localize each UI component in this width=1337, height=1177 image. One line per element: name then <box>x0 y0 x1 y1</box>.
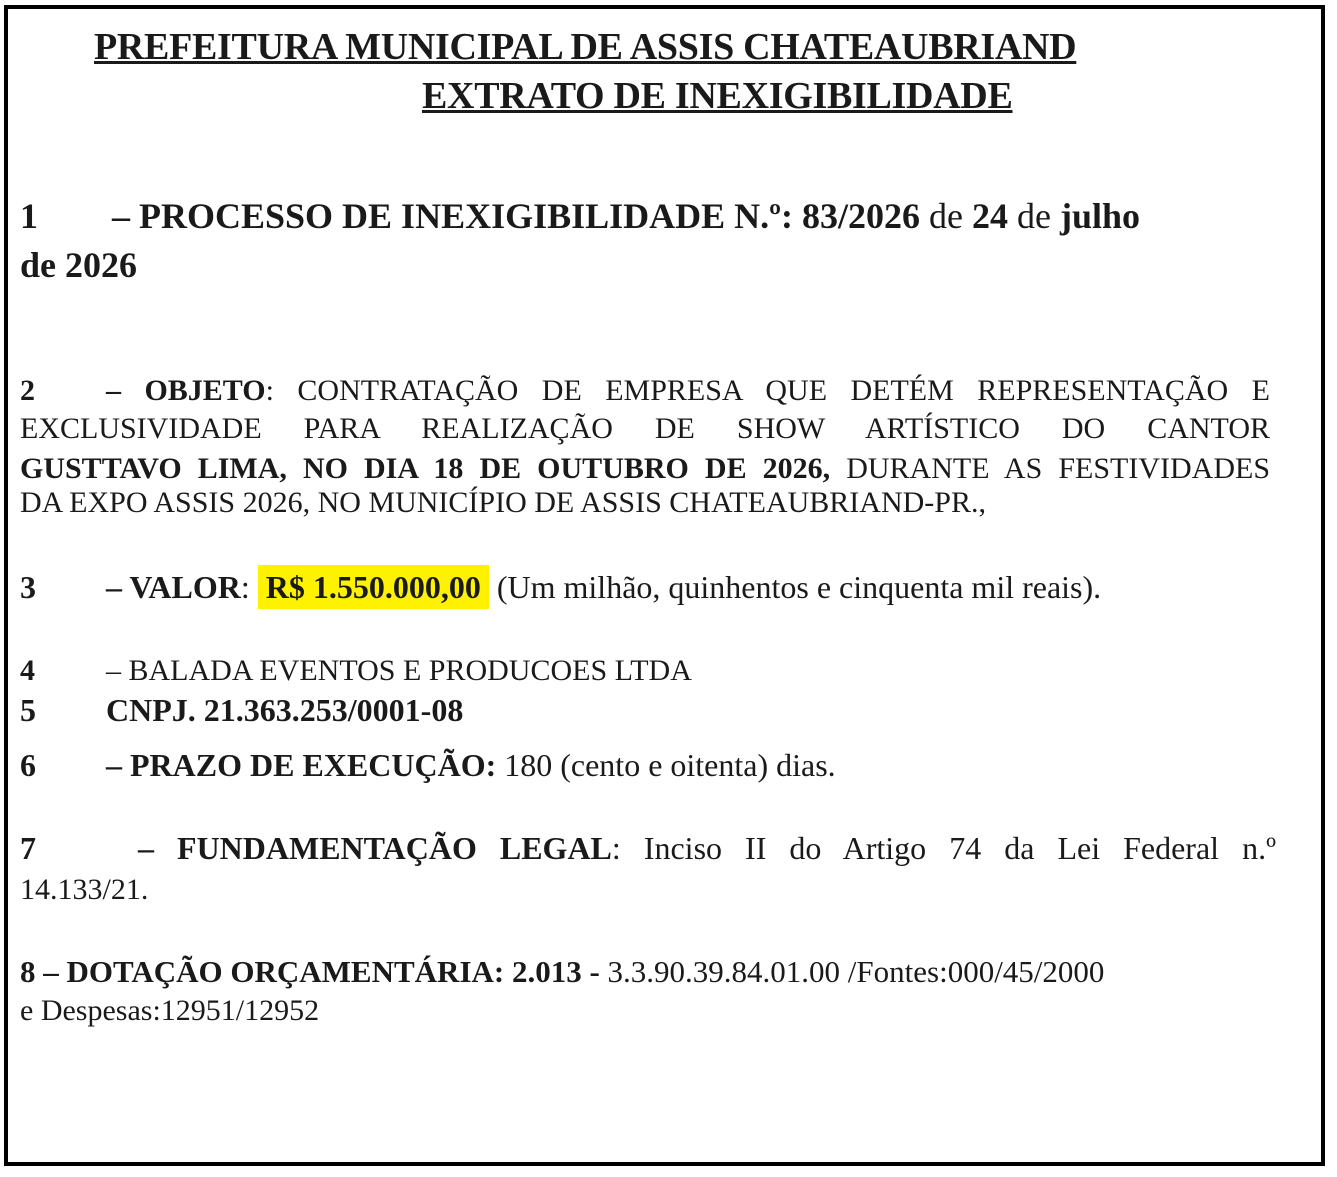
item-1-label: – PROCESSO DE INEXIGIBILIDADE N.º: 83/2026 <box>112 196 921 236</box>
item-2-number: 2 <box>20 374 35 407</box>
item-3-amount: R$ 1.550.000,00 <box>258 565 489 609</box>
item-6-line <box>20 749 836 781</box>
item-8-label: 8 – DOTAÇÃO ORÇAMENTÁRIA: 2.013 - <box>20 954 600 989</box>
item-6-number: 6 <box>20 747 36 783</box>
item-1-de-2: de <box>1008 196 1060 236</box>
item-7-line-2: 14.133/21. <box>20 873 149 906</box>
item-7-line-1 <box>20 829 1276 867</box>
item-7-text: : Inciso II do Artigo 74 da Lei Federal n.º <box>611 830 1277 866</box>
item-6-label: – PRAZO DE EXECUÇÃO: <box>106 747 497 783</box>
page-title: PREFEITURA MUNICIPAL DE ASSIS CHATEAUBRIAND <box>94 26 1077 68</box>
item-7-label: – FUNDAMENTAÇÃO LEGAL <box>138 830 612 866</box>
item-2-line-4: DA EXPO ASSIS 2026, NO MUNICÍPIO DE ASSIS CHATEAUBRIAND-PR., <box>20 486 986 519</box>
item-3-number: 3 <box>20 569 36 605</box>
item-2-artist: GUSTTAVO LIMA, NO DIA 18 DE OUTUBRO DE 2026, <box>20 452 831 485</box>
item-8-line-1 <box>20 956 1104 987</box>
item-2-text-1: : CONTRATAÇÃO DE EMPRESA QUE DETÉM REPRESENTAÇÃO E <box>265 374 1270 407</box>
item-6-text: 180 (cento e oitenta) dias. <box>496 747 836 783</box>
item-5-number: 5 <box>20 692 36 728</box>
item-5-cnpj: CNPJ. 21.363.253/0001-08 <box>106 692 464 728</box>
item-8-line-2: e Despesas:12951/12952 <box>20 994 320 1027</box>
item-2-line-2: EXCLUSIVIDADE PARA REALIZAÇÃO DE SHOW ARTÍSTICO DO CANTOR <box>20 412 1270 445</box>
item-1-year: de 2026 <box>20 245 137 285</box>
item-5-line <box>20 694 463 726</box>
item-7-number: 7 <box>20 830 36 866</box>
item-4-company: – BALADA EVENTOS E PRODUCOES LTDA <box>106 654 692 687</box>
document-page <box>4 5 1325 1166</box>
item-3-colon: : <box>240 569 258 605</box>
item-1-line <box>20 198 1320 234</box>
item-3-line <box>20 571 1101 603</box>
item-3-amount-words: (Um milhão, quinhentos e cinquenta mil reais). <box>488 569 1102 605</box>
page-subtitle: EXTRATO DE INEXIGIBILIDADE <box>422 75 1013 117</box>
item-4-line <box>20 656 692 686</box>
item-8-text: 3.3.90.39.84.01.00 /Fontes:000/45/2000 <box>599 954 1105 989</box>
item-1-day: 24 <box>972 196 1008 236</box>
item-2-text-3: DURANTE AS FESTIVIDADES <box>830 452 1270 485</box>
item-1-number: 1 <box>20 196 38 236</box>
item-2-label: – OBJETO <box>106 374 266 407</box>
item-2-line-3 <box>20 450 1270 488</box>
item-1-month: julho <box>1059 196 1141 236</box>
item-3-label: – VALOR <box>106 569 241 605</box>
item-2-line-1 <box>20 372 1270 410</box>
item-1-de: de <box>920 196 972 236</box>
item-4-number: 4 <box>20 654 35 687</box>
